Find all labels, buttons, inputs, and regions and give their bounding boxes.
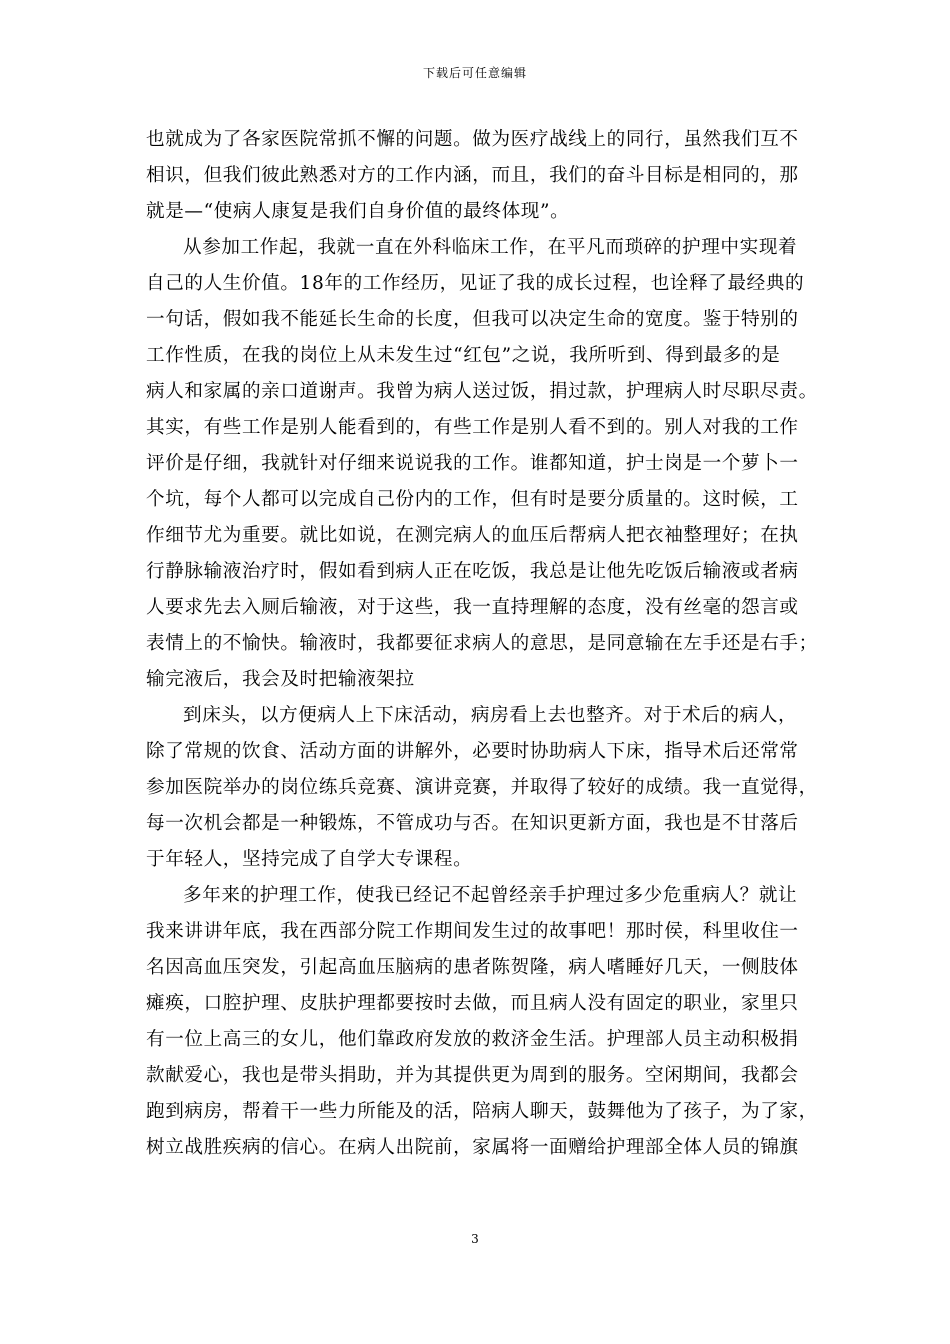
page-header: 下载后可任意编辑 — [422, 66, 527, 80]
paragraph-start-line: 多年来的护理工作，使我已经记不起曾经亲手护理过多少危重病人？就让 — [183, 885, 798, 906]
text-line: 自己的人生价值。18年的工作经历，见证了我的成长过程，也诠释了最经典的 — [146, 273, 805, 294]
text-line: 参加医院举办的岗位练兵竞赛、演讲竞赛，并取得了较好的成绩。我一直觉得， — [146, 777, 818, 798]
text-line: 其实，有些工作是别人能看到的，有些工作是别人看不到的。别人对我的工作 — [146, 417, 799, 438]
text-line: 瘫痪，口腔护理、皮肤护理都要按时去做，而且病人没有固定的职业，家里只 — [146, 993, 799, 1014]
text-line: 工作性质，在我的岗位上从未发生过“红包”之说，我所听到、得到最多的是 — [146, 345, 781, 366]
text-line: 评价是仔细，我就针对仔细来说说我的工作。谁都知道，护士岗是一个萝卜一 — [146, 453, 799, 474]
text-line: 个坑，每个人都可以完成自己份内的工作，但有时是要分质量的。这时候，工 — [146, 489, 799, 510]
text-line: 款献爱心，我也是带头捐助，并为其提供更为周到的服务。空闲期间，我都会 — [146, 1065, 799, 1086]
text-line: 每一次机会都是一种锻炼，不管成功与否。在知识更新方面，我也是不甘落后 — [146, 813, 799, 834]
text-line: 人要求先去入厕后输液，对于这些，我一直持理解的态度，没有丝毫的怨言或 — [146, 597, 799, 618]
text-line: 就是—“使病人康复是我们自身价值的最终体现”。 — [146, 201, 570, 222]
text-line: 有一位上高三的女儿，他们靠政府发放的救济金生活。护理部人员主动积极捐 — [146, 1029, 799, 1050]
text-line: 我来讲讲年底，我在西部分院工作期间发生过的故事吧！那时侯，科里收住一 — [146, 921, 799, 942]
text-line: 树立战胜疾病的信心。在病人出院前，家属将一面赠给护理部全体人员的锦旗 — [146, 1137, 799, 1158]
text-line: 于年轻人，坚持完成了自学大专课程。 — [146, 849, 473, 870]
paragraph-start-line: 从参加工作起，我就一直在外科临床工作，在平凡而琐碎的护理中实现着 — [183, 237, 798, 258]
document-body — [146, 122, 818, 1166]
text-line: 相识，但我们彼此熟悉对方的工作内涵，而且，我们的奋斗目标是相同的，那 — [146, 165, 799, 186]
text-line: 跑到病房，帮着干一些力所能及的活，陪病人聊天，鼓舞他为了孩子，为了家， — [146, 1101, 818, 1122]
text-line: 病人和家属的亲口道谢声。我曾为病人送过饭，捐过款，护理病人时尽职尽责。 — [146, 381, 818, 402]
text-line: 输完液后，我会及时把输液架拉 — [146, 669, 415, 690]
text-line: 名因高血压突发，引起高血压脑病的患者陈贺隆，病人嗜睡好几天，一侧肢体 — [146, 957, 799, 978]
text-line: 除了常规的饮食、活动方面的讲解外，必要时协助病人下床，指导术后还常常 — [146, 741, 799, 762]
text-line: 行静脉输液治疗时，假如看到病人正在吃饭，我总是让他先吃饭后输液或者病 — [146, 561, 799, 582]
text-line: 表情上的不愉快。输液时，我都要征求病人的意思，是同意输在左手还是右手； — [146, 633, 818, 654]
text-line: 作细节尤为重要。就比如说，在测完病人的血压后帮病人把衣袖整理好；在执 — [146, 525, 799, 546]
page-number: 3 — [471, 1232, 479, 1246]
text-line: 也就成为了各家医院常抓不懈的问题。做为医疗战线上的同行，虽然我们互不 — [146, 129, 799, 150]
text-line: 一句话，假如我不能延长生命的长度，但我可以决定生命的宽度。鉴于特别的 — [146, 309, 799, 330]
paragraph-start-line: 到床头，以方便病人上下床活动，病房看上去也整齐。对于术后的病人， — [183, 705, 798, 726]
